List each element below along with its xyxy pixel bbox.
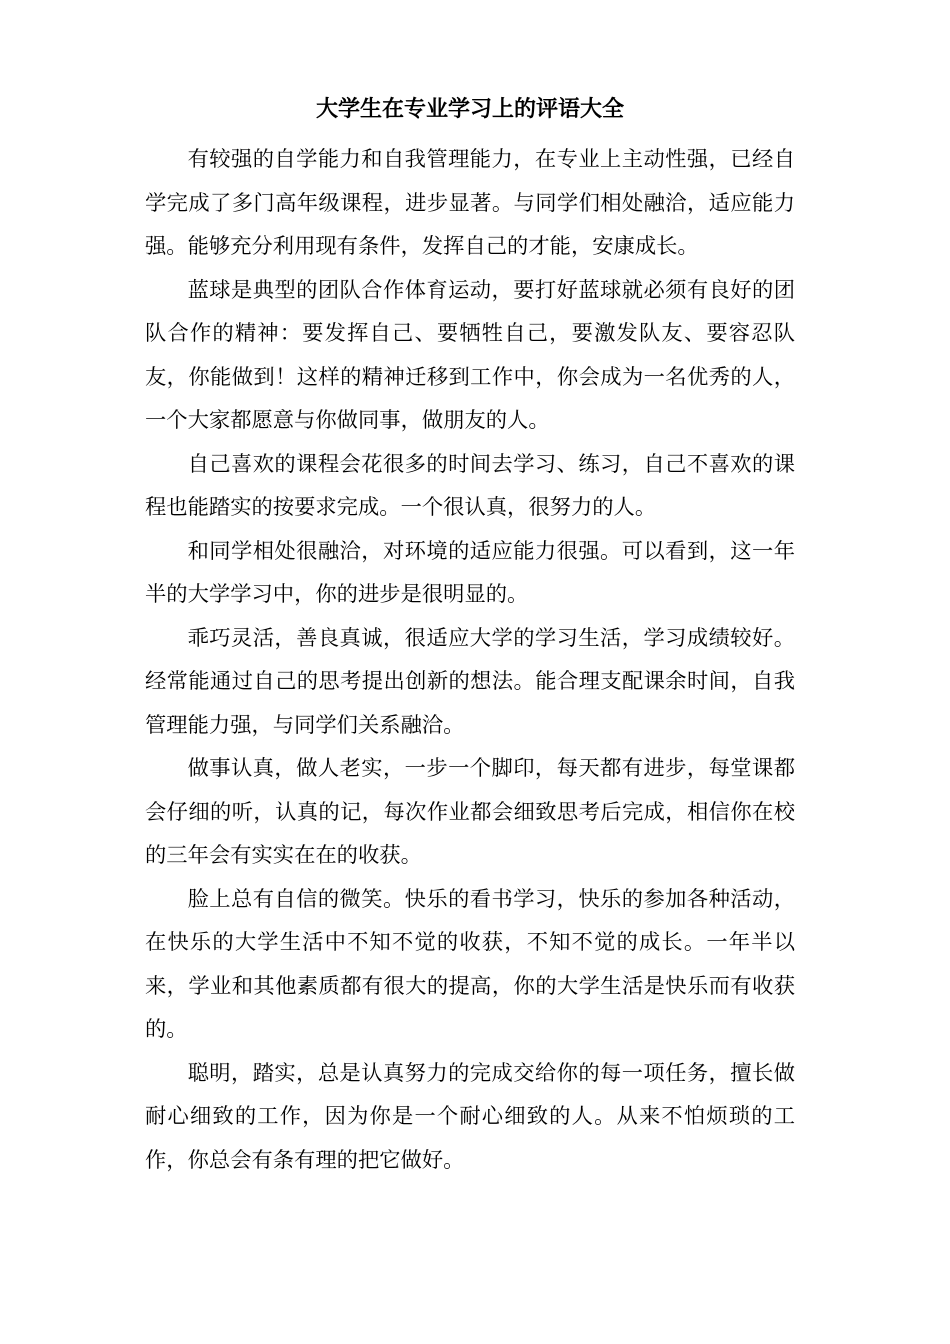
paragraph-3: 自己喜欢的课程会花很多的时间去学习、练习，自己不喜欢的课程也能踏实的按要求完成。一个很认真，很努力的人。 <box>145 451 795 520</box>
document-title: 大学生在专业学习上的评语大全 <box>315 97 624 122</box>
paragraph-7: 脸上总有自信的微笑。快乐的看书学习，快乐的参加各种活动，在快乐的大学生活中不知不觉的收获，不知不觉的成长。一年半以来，学业和其他素质都有很大的提高，你的大学生活是快乐而有收获的。 <box>145 886 795 1042</box>
paragraph-1: 有较强的自学能力和自我管理能力，在专业上主动性强，已经自学完成了多门高年级课程，进步显著。与同学们相处融洽，适应能力强。能够充分利用现有条件，发挥自己的才能，安康成长。 <box>145 147 795 259</box>
paragraph-4: 和同学相处很融洽，对环境的适应能力很强。可以看到，这一年半的大学学习中，你的进步是很明显的。 <box>145 538 795 607</box>
paragraph-5: 乖巧灵活，善良真诚，很适应大学的学习生活，学习成绩较好。经常能通过自己的思考提出创新的想法。能合理支配课余时间，自我管理能力强，与同学们关系融洽。 <box>145 625 795 738</box>
document-body <box>145 138 795 1182</box>
paragraph-6: 做事认真，做人老实，一步一个脚印，每天都有进步，每堂课都会仔细的听，认真的记，每次作业都会细致思考后完成，相信你在校的三年会有实实在在的收获。 <box>145 756 795 868</box>
paragraph-2: 蓝球是典型的团队合作体育运动，要打好蓝球就必须有良好的团队合作的精神：要发挥自己、要牺牲自己，要激发队友、要容忍队友，你能做到！这样的精神迁移到工作中，你会成为一名优秀的人，一个大家都愿意与你做同事，做朋友的人。 <box>145 277 795 433</box>
paragraph-8: 聪明，踏实，总是认真努力的完成交给你的每一项任务，擅长做耐心细致的工作，因为你是一个耐心细致的人。从来不怕烦琐的工作，你总会有条有理的把它做好。 <box>145 1060 795 1173</box>
